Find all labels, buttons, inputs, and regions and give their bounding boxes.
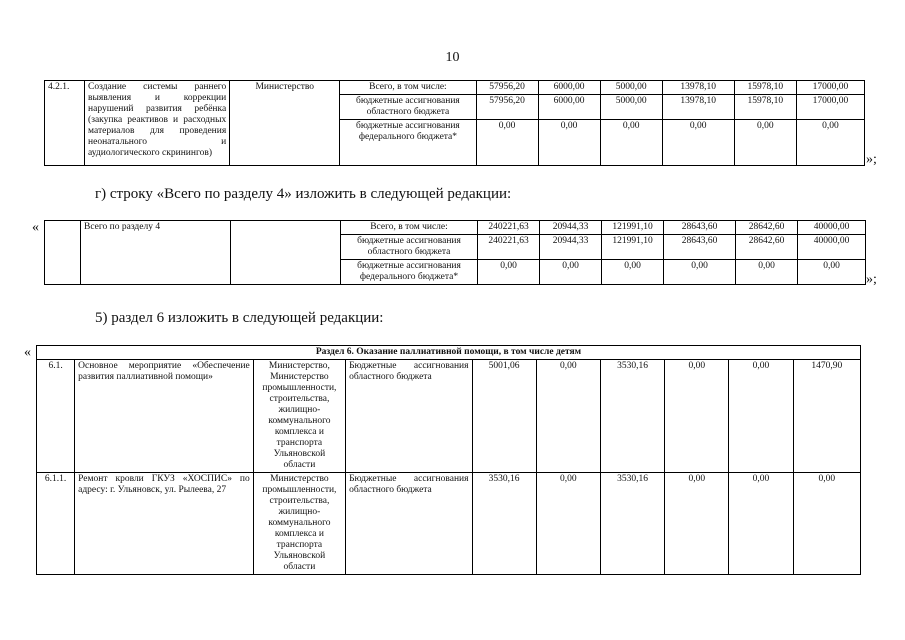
funding-source: Всего, в том числе:: [341, 221, 478, 235]
measure-name: Ремонт кровли ГКУЗ «ХОСПИС» по адресу: г. Ульяновск, ул. Рылеева, 27: [75, 473, 254, 575]
section-title: Раздел 6. Оказание паллиативной помощи, в том числе детям: [37, 346, 861, 360]
value-cell: 240221,63: [478, 235, 540, 260]
table-row: [45, 221, 866, 235]
value-cell: 121991,10: [602, 235, 664, 260]
table-row: [37, 360, 861, 473]
measure-code: 4.2.1.: [45, 81, 85, 166]
heading-g: г) строку «Всего по разделу 4» изложить в следующей редакции:: [95, 186, 512, 202]
value-cell: 6000,00: [538, 81, 600, 95]
measure-executor: Министерство, Министерство промышленности, строительства, жилищно-коммунального комплекса и транспорта Ульяновской области: [253, 360, 345, 473]
value-cell: 0,00: [796, 120, 864, 166]
value-cell: 28642,60: [736, 235, 798, 260]
measure-executor: Министерство промышленности, строительства, жилищно-коммунального комплекса и транспорта Ульяновской области: [253, 473, 345, 575]
value-cell: 0,00: [729, 360, 793, 473]
table-measure-4-2-1: [44, 80, 865, 166]
value-cell: 0,00: [536, 360, 600, 473]
funding-source: Бюджетные ассигнования областного бюджета: [346, 360, 472, 473]
funding-source: бюджетные ассигнования федерального бюджета*: [341, 260, 478, 285]
value-cell: 20944,33: [540, 221, 602, 235]
funding-source: Бюджетные ассигнования областного бюджета: [346, 473, 472, 575]
table-row: [37, 346, 861, 360]
value-cell: 3530,16: [600, 473, 664, 575]
value-cell: 20944,33: [540, 235, 602, 260]
table-section-6: [36, 345, 861, 575]
value-cell: 5000,00: [600, 81, 662, 95]
value-cell: 0,00: [602, 260, 664, 285]
value-cell: 13978,10: [662, 95, 734, 120]
value-cell: 0,00: [665, 473, 729, 575]
value-cell: 0,00: [538, 120, 600, 166]
measure-name: Основное мероприятие «Обеспечение развития паллиативной помощи»: [75, 360, 254, 473]
value-cell: 28643,60: [664, 235, 736, 260]
section-total-name: Всего по разделу 4: [81, 221, 231, 285]
value-cell: 1470,90: [793, 360, 860, 473]
value-cell: 0,00: [665, 360, 729, 473]
value-cell: 40000,00: [798, 235, 866, 260]
value-cell: 40000,00: [798, 221, 866, 235]
value-cell: 0,00: [476, 120, 538, 166]
value-cell: 3530,16: [472, 473, 536, 575]
funding-source: Всего, в том числе:: [340, 81, 476, 95]
closing-quote: »;: [866, 152, 877, 167]
heading-5: 5) раздел 6 изложить в следующей редакции:: [95, 310, 384, 326]
value-cell: 15978,10: [734, 95, 796, 120]
funding-source: бюджетные ассигнования федерального бюджета*: [340, 120, 476, 166]
value-cell: 0,00: [600, 120, 662, 166]
funding-source: бюджетные ассигнования областного бюджета: [341, 235, 478, 260]
measure-name: Создание системы раннего выявления и коррекции нарушений развития ребёнка (закупка реактивов и расходных материалов для проведения неонатального и аудиологического скринингов): [85, 81, 230, 166]
table-section-4-total: [44, 220, 866, 285]
value-cell: 0,00: [536, 473, 600, 575]
value-cell: 0,00: [793, 473, 860, 575]
value-cell: 5001,06: [472, 360, 536, 473]
value-cell: 57956,20: [476, 81, 538, 95]
value-cell: 6000,00: [538, 95, 600, 120]
value-cell: 0,00: [540, 260, 602, 285]
value-cell: 0,00: [798, 260, 866, 285]
funding-source: бюджетные ассигнования областного бюджета: [340, 95, 476, 120]
measure-code: 6.1.1.: [37, 473, 75, 575]
value-cell: 121991,10: [602, 221, 664, 235]
value-cell: 0,00: [662, 120, 734, 166]
value-cell: 28643,60: [664, 221, 736, 235]
value-cell: 17000,00: [796, 81, 864, 95]
value-cell: 13978,10: [662, 81, 734, 95]
opening-quote: «: [24, 345, 31, 360]
value-cell: 0,00: [736, 260, 798, 285]
value-cell: 240221,63: [478, 221, 540, 235]
value-cell: 57956,20: [476, 95, 538, 120]
page-number: 10: [445, 50, 460, 65]
table-row: [37, 473, 861, 575]
measure-code: 6.1.: [37, 360, 75, 473]
value-cell: 0,00: [664, 260, 736, 285]
value-cell: 0,00: [734, 120, 796, 166]
value-cell: 0,00: [729, 473, 793, 575]
closing-quote: »;: [866, 272, 877, 287]
opening-quote: «: [32, 220, 39, 235]
value-cell: 3530,16: [600, 360, 664, 473]
measure-executor: Министерство: [230, 81, 340, 166]
value-cell: 5000,00: [600, 95, 662, 120]
value-cell: 0,00: [478, 260, 540, 285]
value-cell: 15978,10: [734, 81, 796, 95]
value-cell: 28642,60: [736, 221, 798, 235]
value-cell: 17000,00: [796, 95, 864, 120]
table-row: [45, 81, 865, 95]
